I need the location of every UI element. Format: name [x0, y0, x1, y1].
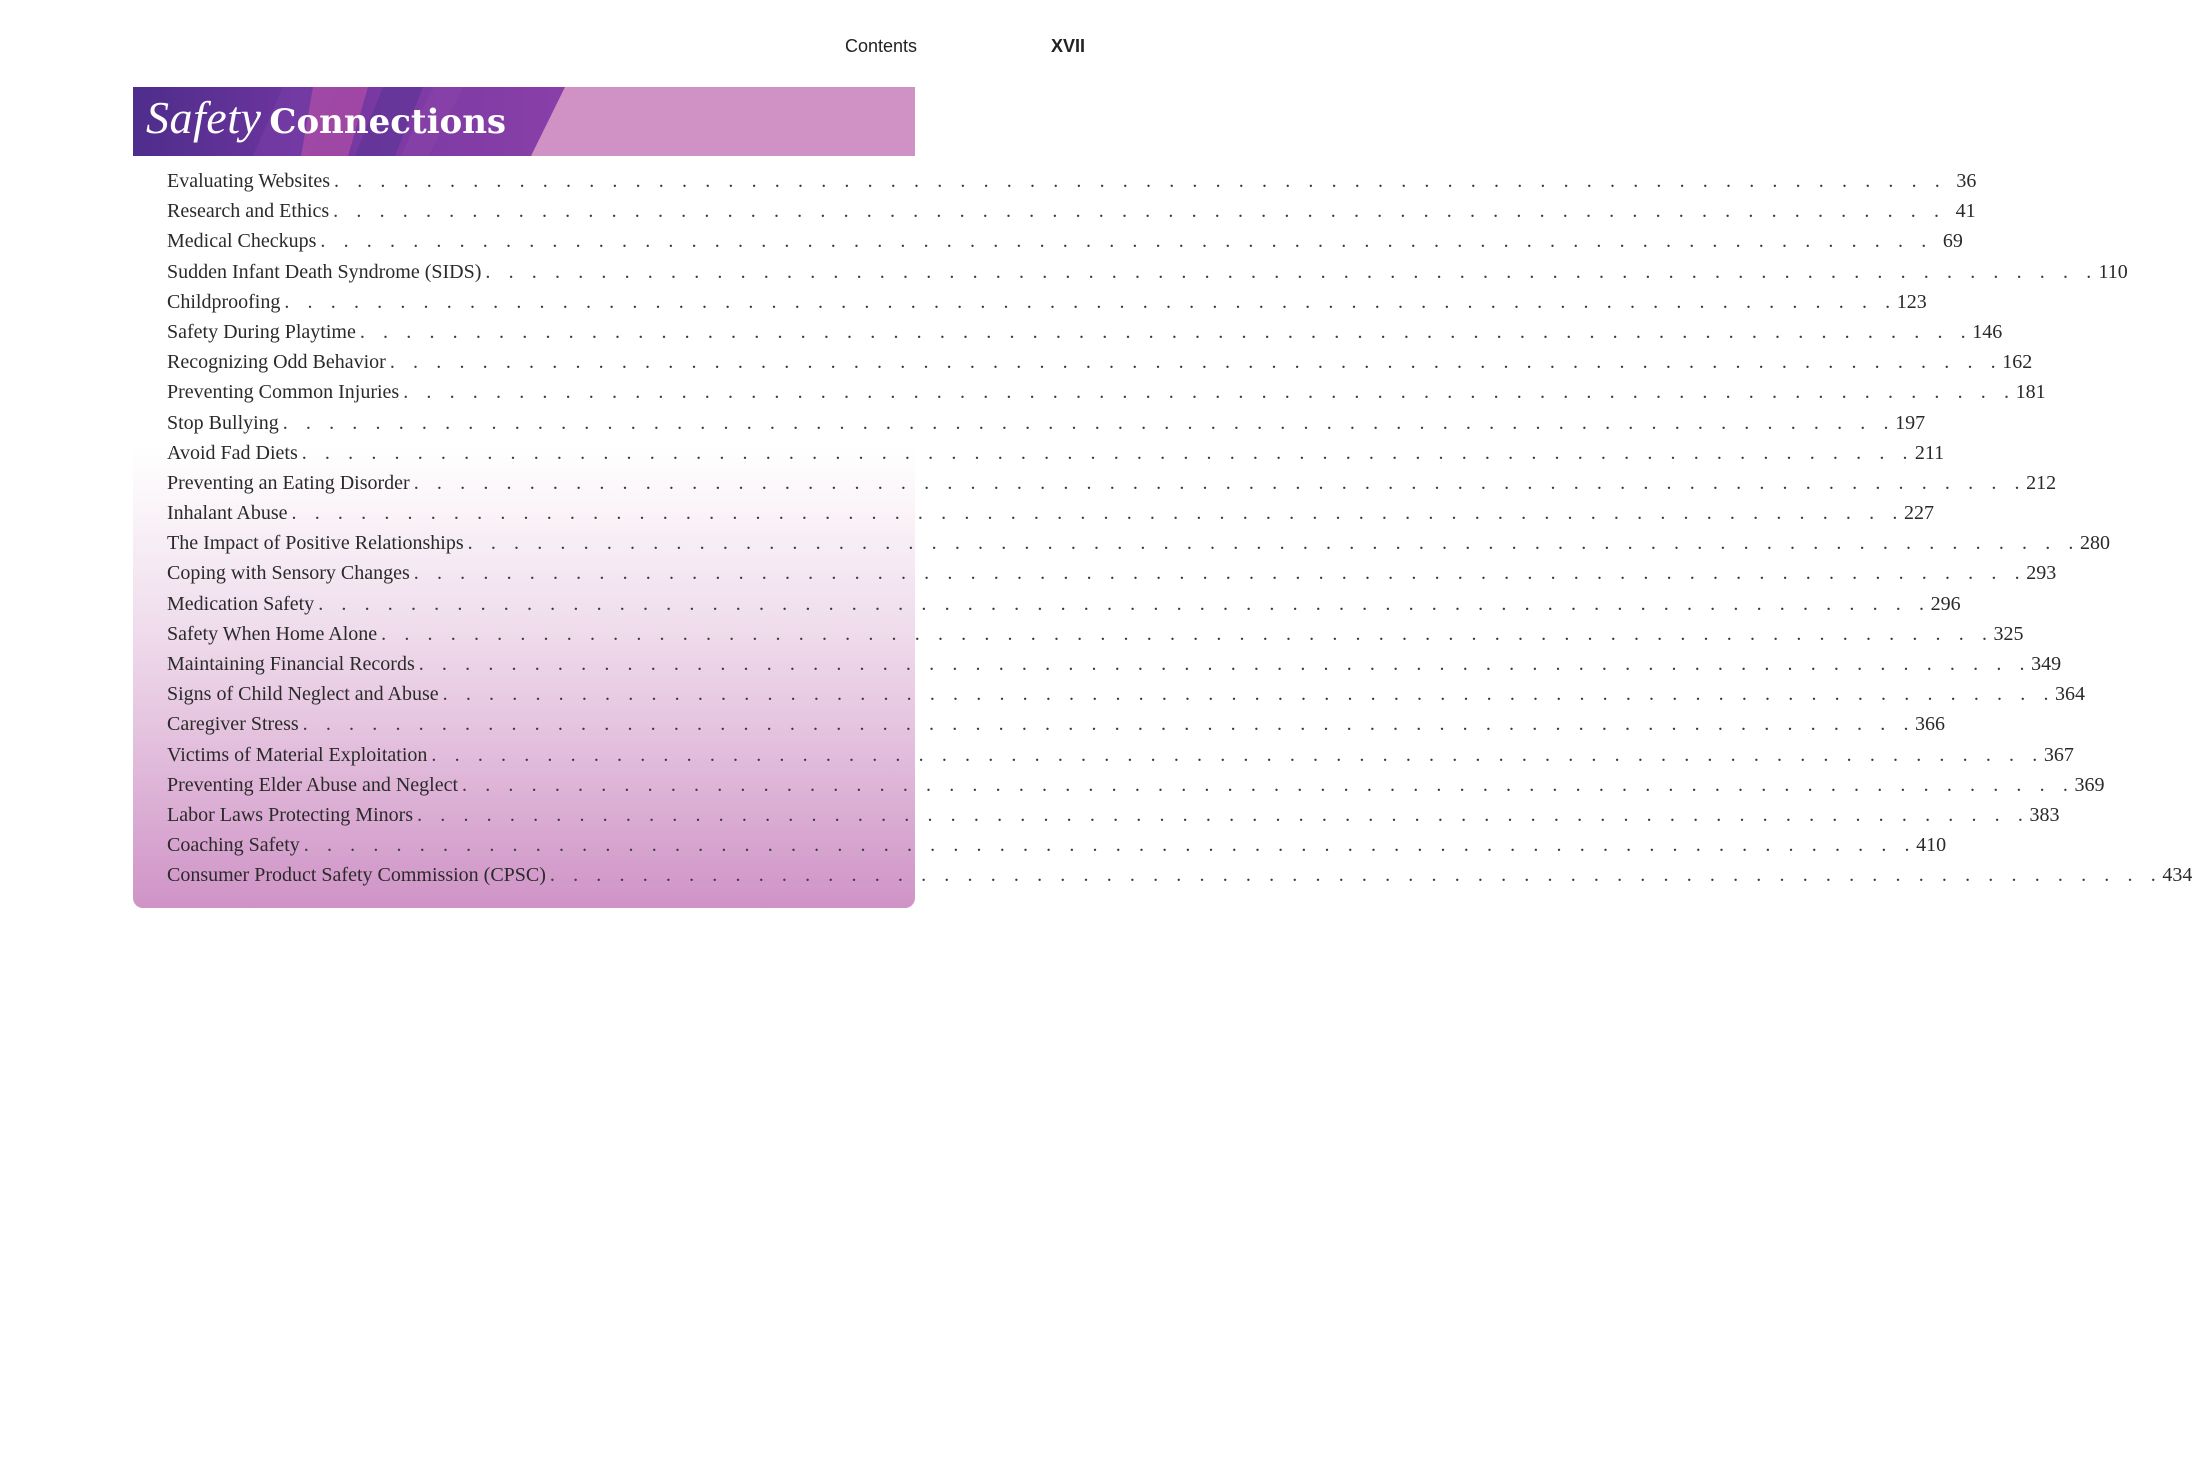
- dot-leader: . . . . . . . . . . . . . . . . . . . . . . . . . . . . . . . . . . . . . . . . . . . . . . . . . . . . . . . . . . . . . . . . . . . . . .: [318, 592, 1931, 615]
- safety-connections-panel: [133, 87, 2192, 908]
- toc-entry-title: Coaching Safety: [167, 834, 300, 857]
- toc-entry-page: 212: [2026, 471, 2057, 494]
- toc-entry-page: 325: [1993, 622, 2024, 645]
- toc-entry[interactable]: [167, 532, 2111, 562]
- toc-entry-page: 293: [2026, 562, 2057, 585]
- toc-entry-title: Sudden Infant Death Syndrome (SIDS): [167, 260, 482, 283]
- toc-entry[interactable]: [167, 653, 2062, 683]
- dot-leader: . . . . . . . . . . . . . . . . . . . . . . . . . . . . . . . . . . . . . . . . . . . . . . . . . . . . . . . . . . . . . . . . . . . . . .: [413, 562, 2027, 585]
- dot-leader: . . . . . . . . . . . . . . . . . . . . . . . . . . . . . . . . . . . . . . . . . . . . . . . . . . . . . . . . . . . . . . . . . . . . . .: [320, 230, 1933, 253]
- toc-entry-page: 69: [1942, 230, 1963, 253]
- toc-entry-title: Safety During Playtime: [167, 320, 356, 343]
- toc-entry-page: 162: [2002, 351, 2033, 374]
- toc-entry[interactable]: [167, 351, 2033, 381]
- toc-entry[interactable]: [167, 683, 2086, 713]
- dot-leader: . . . . . . . . . . . . . . . . . . . . . . . . . . . . . . . . . . . . . . . . . . . . . . . . . . . . . . . . . . . . . . . . . . . . . .: [442, 683, 2056, 706]
- toc-entry-title: Avoid Fad Diets: [167, 441, 298, 464]
- dot-leader: . . . . . . . . . . . . . . . . . . . . . . . . . . . . . . . . . . . . . . . . . . . . . . . . . . . . . . . . . . . . . . . . . . . . . .: [282, 411, 1896, 434]
- toc-entry-page: 197: [1895, 411, 1926, 434]
- toc-entry[interactable]: [167, 200, 1976, 230]
- toc-entry-title: Preventing Elder Abuse and Neglect: [167, 773, 459, 796]
- dot-leader: . . . . . . . . . . . . . . . . . . . . . . . . . . . . . . . . . . . . . . . . . . . . . . . . . . . . . . . . . . . . . . . . . . . . . .: [333, 200, 1946, 223]
- running-head-section: Contents: [844, 36, 917, 56]
- dot-leader: . . . . . . . . . . . . . . . . . . . . . . . . . . . . . . . . . . . . . . . . . . . . . . . . . . . . . . . . . . . . . . . . . . . . . .: [334, 170, 1947, 192]
- toc-entry[interactable]: [167, 713, 1946, 743]
- dot-leader: . . . . . . . . . . . . . . . . . . . . . . . . . . . . . . . . . . . . . . . . . . . . . . . . . . . . . . . . . . . . . . . . . . . . . .: [462, 773, 2075, 796]
- dot-leader: . . . . . . . . . . . . . . . . . . . . . . . . . . . . . . . . . . . . . . . . . . . . . . . . . . . . . . . . . . . . . . . . . . . . . .: [389, 351, 2003, 374]
- dot-leader: . . . . . . . . . . . . . . . . . . . . . . . . . . . . . . . . . . . . . . . . . . . . . . . . . . . . . . . . . . . . . . . . . . . . . .: [549, 864, 2163, 887]
- toc-entry-title: Consumer Product Safety Commission (CPSC): [167, 864, 546, 887]
- dot-leader: . . . . . . . . . . . . . . . . . . . . . . . . . . . . . . . . . . . . . . . . . . . . . . . . . . . . . . . . . . . . . . . . . . . . . .: [413, 471, 2027, 494]
- toc-entry-title: Safety When Home Alone: [167, 622, 378, 645]
- toc-entry-page: 434: [2162, 864, 2192, 887]
- dot-leader: . . . . . . . . . . . . . . . . . . . . . . . . . . . . . . . . . . . . . . . . . . . . . . . . . . . . . . . . . . . . . . . . . . . . . .: [467, 532, 2081, 555]
- toc-entry[interactable]: [167, 230, 1963, 260]
- toc-entry[interactable]: [167, 562, 2057, 592]
- toc-entry[interactable]: [167, 502, 1934, 532]
- dot-leader: . . . . . . . . . . . . . . . . . . . . . . . . . . . . . . . . . . . . . . . . . . . . . . . . . . . . . . . . . . . . . . . . . . . . . .: [359, 320, 1973, 343]
- dot-leader: . . . . . . . . . . . . . . . . . . . . . . . . . . . . . . . . . . . . . . . . . . . . . . . . . . . . . . . . . . . . . . . . . . . . . .: [403, 381, 2016, 404]
- toc-entry[interactable]: [167, 864, 2192, 894]
- toc-entry-title: Preventing an Eating Disorder: [167, 471, 410, 494]
- toc-entry[interactable]: [167, 320, 2003, 351]
- toc-entry-title: Caregiver Stress: [167, 713, 299, 736]
- dot-leader: . . . . . . . . . . . . . . . . . . . . . . . . . . . . . . . . . . . . . . . . . . . . . . . . . . . . . . . . . . . . . . . . . . . . . .: [485, 260, 2098, 283]
- section-banner: [133, 87, 915, 156]
- toc-entry-page: 181: [2015, 381, 2046, 404]
- dot-leader: . . . . . . . . . . . . . . . . . . . . . . . . . . . . . . . . . . . . . . . . . . . . . . . . . . . . . . . . . . . . . . . . . . . . . .: [302, 713, 1916, 736]
- toc-entry-page: 41: [1955, 200, 1976, 223]
- toc-entry[interactable]: [167, 834, 1947, 864]
- dot-leader: . . . . . . . . . . . . . . . . . . . . . . . . . . . . . . . . . . . . . . . . . . . . . . . . . . . . . . . . . . . . . . . . . . . . . .: [301, 441, 1915, 464]
- toc-entry[interactable]: [167, 471, 2057, 502]
- toc-entry-page: 110: [2098, 260, 2128, 283]
- toc-entry-page: 146: [1972, 320, 2003, 343]
- toc-entry-page: 369: [2074, 773, 2105, 796]
- dot-leader: . . . . . . . . . . . . . . . . . . . . . . . . . . . . . . . . . . . . . . . . . . . . . . . . . . . . . . . . . . . . . . . . . . . . . .: [291, 502, 1904, 525]
- toc-entry-page: 367: [2043, 743, 2074, 766]
- toc-entry-title: The Impact of Positive Relationships: [167, 532, 464, 555]
- dot-leader: . . . . . . . . . . . . . . . . . . . . . . . . . . . . . . . . . . . . . . . . . . . . . . . . . . . . . . . . . . . . . . . . . . . . . .: [284, 290, 1897, 313]
- toc-entry-page: 383: [2029, 803, 2060, 826]
- toc-entry-title: Childproofing: [167, 290, 281, 313]
- toc-entry-title: Evaluating Websites: [167, 170, 330, 192]
- toc-entry-page: 366: [1915, 713, 1946, 736]
- toc-entry-page: 296: [1930, 592, 1961, 615]
- toc-entry-title: Inhalant Abuse: [167, 502, 288, 525]
- toc-entry-title: Victims of Material Exploitation: [167, 743, 428, 766]
- section-title-word2: Connections: [269, 102, 507, 142]
- toc-entry-title: Medication Safety: [167, 592, 315, 615]
- toc-entry-page: 410: [1916, 834, 1947, 857]
- toc-entry[interactable]: [167, 411, 1926, 442]
- toc-entry-page: 364: [2055, 683, 2086, 706]
- dot-leader: . . . . . . . . . . . . . . . . . . . . . . . . . . . . . . . . . . . . . . . . . . . . . . . . . . . . . . . . . . . . . . . . . . . . . .: [381, 622, 1994, 645]
- toc-entry-title: Maintaining Financial Records: [167, 653, 415, 675]
- toc-entry-title: Stop Bullying: [167, 411, 279, 434]
- toc-entry-page: 123: [1896, 290, 1927, 313]
- toc-entry-title: Medical Checkups: [167, 230, 317, 253]
- toc-entry-title: Research and Ethics: [167, 200, 330, 223]
- dot-leader: . . . . . . . . . . . . . . . . . . . . . . . . . . . . . . . . . . . . . . . . . . . . . . . . . . . . . . . . . . . . . . . . . . . . . .: [303, 834, 1917, 857]
- toc-entry[interactable]: [167, 743, 2074, 774]
- toc-entry-title: Labor Laws Protecting Minors: [167, 803, 414, 826]
- toc-entry-title: Preventing Common Injuries: [167, 381, 400, 404]
- toc-entry-page: 227: [1903, 502, 1934, 525]
- toc-entry[interactable]: [167, 622, 2024, 653]
- toc-entry-title: Signs of Child Neglect and Abuse: [167, 683, 439, 706]
- toc-entry-page: 349: [2031, 653, 2062, 675]
- toc-entry[interactable]: [167, 381, 2046, 411]
- toc-entry[interactable]: [167, 290, 1927, 321]
- toc-list: [167, 170, 2192, 895]
- section-title-word1: Safety: [146, 92, 262, 143]
- toc-entry[interactable]: [167, 260, 2128, 291]
- running-head: [0, 36, 1149, 64]
- toc-entry[interactable]: [167, 170, 1977, 200]
- dot-leader: . . . . . . . . . . . . . . . . . . . . . . . . . . . . . . . . . . . . . . . . . . . . . . . . . . . . . . . . . . . . . . . . . . . . . .: [418, 653, 2032, 675]
- toc-entry-title: Coping with Sensory Changes: [167, 562, 410, 585]
- section-title: [146, 91, 506, 144]
- toc-entry[interactable]: [167, 592, 1961, 623]
- page-number: XVII: [1050, 36, 1085, 56]
- dot-leader: . . . . . . . . . . . . . . . . . . . . . . . . . . . . . . . . . . . . . . . . . . . . . . . . . . . . . . . . . . . . . . . . . . . . . .: [431, 743, 2044, 766]
- dot-leader: . . . . . . . . . . . . . . . . . . . . . . . . . . . . . . . . . . . . . . . . . . . . . . . . . . . . . . . . . . . . . . . . . . . . . .: [417, 803, 2030, 826]
- toc-entry-page: 280: [2080, 532, 2111, 555]
- toc-entry[interactable]: [167, 803, 2060, 834]
- toc-entry[interactable]: [167, 773, 2105, 804]
- toc-entry-title: Recognizing Odd Behavior: [167, 351, 386, 374]
- toc-entry[interactable]: [167, 441, 1945, 472]
- toc-entry-page: 36: [1956, 170, 1977, 192]
- toc-entry-page: 211: [1914, 441, 1945, 464]
